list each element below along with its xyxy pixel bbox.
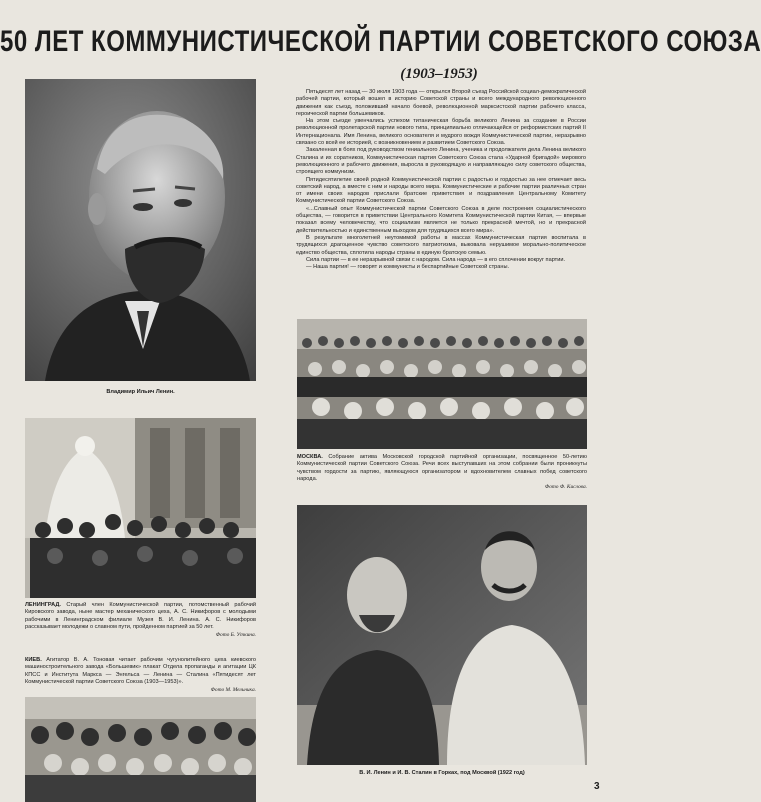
kiev-caption-text: Агитатор В. А. Тоновая читает рабочим чугунолитейного цеха киевского машиностроительного завода «Большевик» плакат Отдела пропаганды и агитации ЦК КПСС и Института Маркса — Энгельса — Ленина — Сталина «Пятидесят лет Коммунистической партии Советского Союза (1903—1953)». [25, 657, 256, 686]
article-paragraph: В результате многолетней неутомимой работы в массах Коммунистическая партия воспитала в трудящихся драгоценное чувство советского патриотизма, выковала нерушимое морально-политическое единство общества, сплотила народы страны в единую братскую семью. [296, 234, 586, 256]
article-paragraph: «...Славный опыт Коммунистической партии Советского Союза в деле построения социалистического общества, — говорится в приветствии Центрального Комитета Коммунистической партии Китая, — впервые показал всему человечеству, что социализм является не только прекрасной мечтой, но и прекрасной действительностью и единственным выходом для трудящихся всего мира». [296, 205, 586, 234]
article-paragraph: Пятидесятилетие своей родной Коммунистической партии с радостью и гордостью за нее отмечает весь советский народ, а вместе с ним и народы всего мира. Коммунистические и рабочие партии различных стран от имени своих народов прислали братские приветствия и поздравления Центральному Комитету Коммунистической партии Советского Союза. [296, 176, 586, 205]
article-text [296, 89, 586, 271]
article-paragraph: Закаленная в боях под руководством гениального Ленина, ученика и продолжателя дела Ленина великого Сталина и их соратников, Коммунистическая партия Советского Союза стала «Ударной бригадой» мирового революционного и рабочего движения, выросла в руководящую и направляющую силу советского общества, строящего коммунизм. [296, 147, 586, 176]
kiev-city-label: КИЕВ. [25, 657, 42, 663]
lenin-stalin-gorki-photo [297, 505, 587, 765]
article-paragraph: — Наша партия! — говорят и коммунисты и беспартийные Советской страны. [306, 264, 510, 271]
leningrad-museum-photo [25, 418, 256, 598]
leningrad-city-label: ЛЕНИНГРАД. [25, 602, 61, 608]
leningrad-caption [25, 602, 256, 639]
gorki-caption: В. И. Ленин и И. В. Сталин в Горках, под Москвой (1922 год) [359, 770, 525, 776]
moscow-photo-credit: Фото Ф. Кислова. [544, 483, 587, 490]
leningrad-photo-credit: Фото Б. Уткина. [215, 631, 256, 638]
leningrad-caption-text: Старый член Коммунистической партии, потомственный рабочий Кировского завода, ныне мастер механического цеха, А. С. Никифоров с молодыми рабочими в Ленинградском филиале Музея В. И. Ленина. А. С. Никифоров рассказывает молодежи о славном пути, пройденном партией за 50 лет. [25, 602, 256, 631]
article-paragraph: Сила партии — в ее неразрывной связи с народом. Сила народа — в его сплочении вокруг партии. [306, 256, 566, 263]
kiev-workers-photo [25, 697, 256, 802]
moscow-caption-text: Собрание актива Московской городской партийной организации, посвященное 50-летию Коммунистической партии Советского Союза. Речи всех выступавших на этом собрании были проникнуты чувством гордости за партию, являющуюся организатором и вдохновителем славных побед советского народа. [297, 454, 587, 483]
article-paragraph: На этом съезде увенчались успехом титаническая борьба великого Ленина за создание в России революционной пролетарской партии нового типа, принципиально отличающейся от реформистских партий II Интернационала. Имя Ленина, великого основателя и мудрого вождя Коммунистической партии, неразрывно связано со всей ее историей, с возникновением и развитием Советского Союза. [296, 118, 586, 147]
kiev-caption [25, 657, 256, 694]
article-paragraph: Пятьдесят лет назад — 30 июля 1903 года — открылся Второй съезд Российской социал-демократической рабочей партии, который вошел в историю Советской страны и всего международного революционного движения как съезд, положивший начало боевой, революционной марксистской партии рабочего класса, героической партии большевиков. [296, 89, 586, 117]
moscow-city-label: МОСКВА. [297, 454, 323, 460]
kiev-photo-credit: Фото М. Мельника. [210, 686, 256, 693]
moscow-caption [297, 454, 587, 491]
page-number: 3 [594, 781, 600, 792]
years-subtitle: (1903–1953) [400, 66, 478, 82]
page-title: 50 ЛЕТ КОММУНИСТИЧЕСКОЙ ПАРТИИ СОВЕТСКОГО СОЮЗА [0, 24, 761, 59]
moscow-assembly-photo [297, 319, 587, 449]
lenin-caption: Владимир Ильич Ленин. [106, 389, 175, 395]
lenin-portrait-photo [25, 79, 256, 381]
